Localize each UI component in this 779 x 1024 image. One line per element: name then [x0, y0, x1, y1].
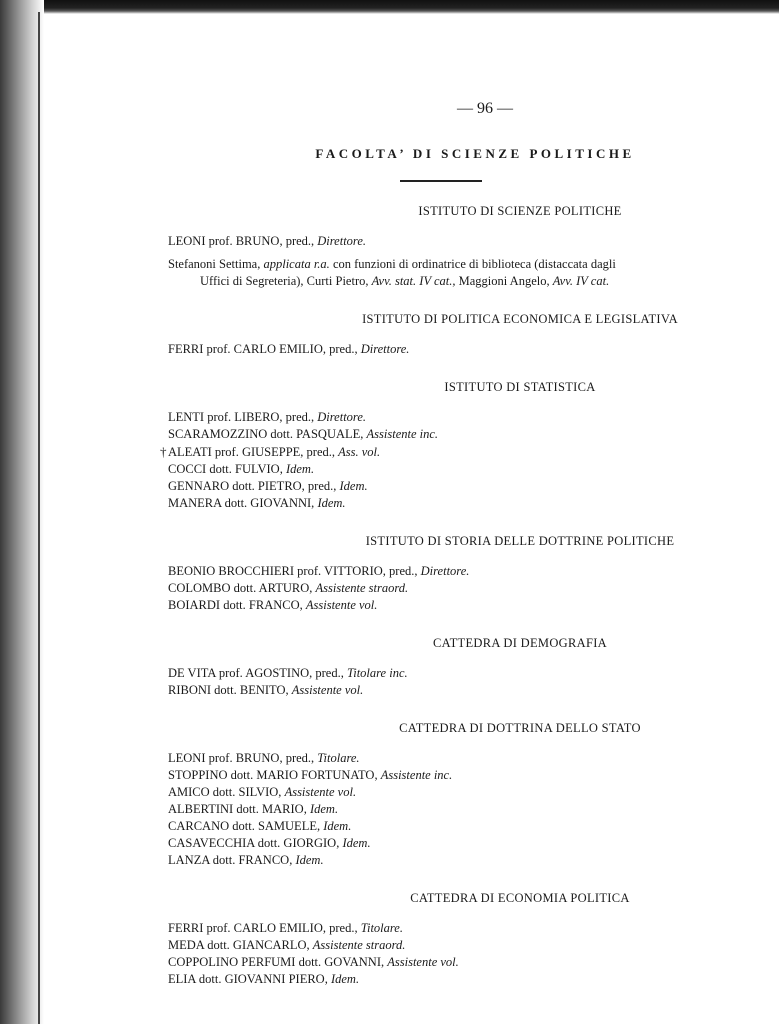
entry-role: Idem.: [330, 972, 360, 986]
entry-role: Assistente inc.: [366, 427, 439, 441]
list-item: [160, 835, 730, 852]
list-item: [160, 971, 730, 988]
list-item: [160, 563, 730, 580]
section-istituto-storia-dottrine: [160, 534, 730, 614]
entry-name: Stefanoni Settima,: [168, 257, 261, 271]
entry-role: Avv. IV cat.: [552, 274, 610, 288]
entry-name: AMICO dott. SILVIO,: [168, 785, 282, 799]
entry-name: CARCANO dott. SAMUELE,: [168, 819, 321, 833]
entry-role: Assistente vol.: [305, 598, 378, 612]
entry-role: Direttore.: [317, 234, 366, 248]
entry-name: MANERA dott. GIOVANNI,: [168, 496, 315, 510]
title-divider: [400, 180, 482, 182]
entry-name: ALEATI prof. GIUSEPPE, pred.,: [168, 445, 335, 459]
entry-name: ELIA dott. GIOVANNI PIERO,: [168, 972, 328, 986]
section-title: CATTEDRA DI DEMOGRAFIA: [433, 636, 607, 650]
list-item: † ALEATI prof. GIUSEPPE, pred., Ass. vol.: [160, 444, 381, 459]
entry-role: Assistente vol.: [387, 955, 459, 969]
section-title: ISTITUTO DI SCIENZE POLITICHE: [418, 204, 622, 218]
entry-role: Direttore.: [317, 410, 366, 424]
entry-detail: con funzioni di ordinatrice di biblioteca (distaccata dagli: [332, 257, 616, 271]
list-item: [160, 478, 730, 495]
entry-role: Assistente straord.: [312, 938, 406, 952]
entry-name: Uffici di Segreteria), Curti Pietro,: [200, 274, 369, 288]
list-item: [160, 341, 730, 358]
list-item: [160, 409, 730, 426]
section-istituto-politica-economica: [160, 312, 730, 358]
entry-role: Titolare inc.: [346, 666, 408, 680]
binding-rule: [38, 12, 40, 1024]
list-item: [160, 750, 730, 767]
entry-name: BEONIO BROCCHIERI prof. VITTORIO, pred.,: [168, 564, 418, 578]
entry-role: Avv. stat. IV cat.,: [371, 274, 456, 288]
entry-role: Idem.: [342, 836, 371, 850]
list-item: [160, 461, 730, 478]
page-number: — 96 —: [457, 100, 513, 117]
entry-role: Direttore.: [360, 342, 410, 356]
entry-role: Titolare.: [360, 921, 403, 935]
list-item: [160, 580, 730, 597]
section-cattedra-demografia: [160, 636, 730, 699]
entry-role: Assistente vol.: [291, 683, 364, 697]
section-istituto-scienze-politiche: [160, 204, 730, 290]
section-title: ISTITUTO DI STORIA DELLE DOTTRINE POLITICHE: [365, 534, 675, 548]
entry-role: Direttore.: [420, 564, 470, 578]
entry-name: LEONI prof. BRUNO, pred.,: [168, 751, 315, 765]
entry-name: LANZA dott. FRANCO,: [168, 853, 293, 867]
entry-role: applicata r.a.: [263, 257, 330, 271]
list-item: [160, 495, 730, 512]
entry-name: MEDA dott. GIANCARLO,: [168, 938, 310, 952]
list-item: [160, 597, 730, 614]
entry-role: Assistente straord.: [315, 581, 409, 595]
list-item: [160, 426, 730, 443]
document-page: [160, 96, 730, 988]
entry-role: Assistente inc.: [380, 768, 453, 782]
entry-role: Titolare.: [317, 751, 360, 765]
entry-name: LENTI prof. LIBERO, pred.,: [168, 410, 315, 424]
list-item: [160, 852, 730, 869]
section-title: ISTITUTO DI POLITICA ECONOMICA E LEGISLATIVA: [362, 312, 678, 326]
entry-name: DE VITA prof. AGOSTINO, pred.,: [168, 666, 344, 680]
faculty-title: FACOLTA’ DI SCIENZE POLITICHE: [315, 146, 635, 161]
entry-name: GENNARO dott. PIETRO, pred.,: [168, 479, 337, 493]
section-cattedra-economia-politica: [160, 891, 730, 988]
entry-name: COCCI dott. FULVIO,: [168, 462, 283, 476]
entry-role: Idem.: [295, 853, 324, 867]
entry-name: COPPOLINO PERFUMI dott. GOVANNI,: [168, 955, 385, 969]
list-item: [160, 233, 730, 250]
entry-role: Idem.: [309, 802, 339, 816]
entry-name: COLOMBO dott. ARTURO,: [168, 581, 313, 595]
entry-name: FERRI prof. CARLO EMILIO, pred.,: [168, 921, 358, 935]
list-item: [160, 682, 730, 699]
entry-name: SCARAMOZZINO dott. PASQUALE,: [168, 427, 364, 441]
entry-name: Maggioni Angelo,: [458, 274, 550, 288]
entry-role: Idem.: [339, 479, 368, 493]
section-cattedra-dottrina-stato: [160, 721, 730, 869]
entry-name: RIBONI dott. BENITO,: [168, 683, 289, 697]
entry-role: Idem.: [285, 462, 315, 476]
section-title: ISTITUTO DI STATISTICA: [444, 380, 596, 394]
list-item: [160, 767, 730, 784]
scan-top-edge: [0, 0, 779, 14]
entry-name: ALBERTINI dott. MARIO,: [168, 802, 307, 816]
list-item: [160, 256, 730, 290]
entry-role: Assistente vol.: [284, 785, 357, 799]
list-item: [160, 937, 730, 954]
entry-role: Idem.: [317, 496, 346, 510]
entry-name: STOPPINO dott. MARIO FORTUNATO,: [168, 768, 378, 782]
list-item: [160, 954, 730, 971]
entry-role: Ass. vol.: [338, 445, 381, 459]
list-item: [160, 818, 730, 835]
entry-continuation: [168, 273, 730, 290]
list-item: [160, 665, 730, 682]
list-item: [160, 801, 730, 818]
section-title: CATTEDRA DI ECONOMIA POLITICA: [410, 891, 630, 905]
section-istituto-statistica: [160, 380, 730, 512]
entry-name: CASAVECCHIA dott. GIORGIO,: [168, 836, 340, 850]
section-title: CATTEDRA DI DOTTRINA DELLO STATO: [399, 721, 641, 735]
list-item: [160, 920, 730, 937]
entry-name: LEONI prof. BRUNO, pred.,: [168, 234, 315, 248]
entry-role: Idem.: [323, 819, 352, 833]
entry-name: BOIARDI dott. FRANCO,: [168, 598, 303, 612]
list-item: [160, 784, 730, 801]
entry-name: FERRI prof. CARLO EMILIO, pred.,: [168, 342, 358, 356]
